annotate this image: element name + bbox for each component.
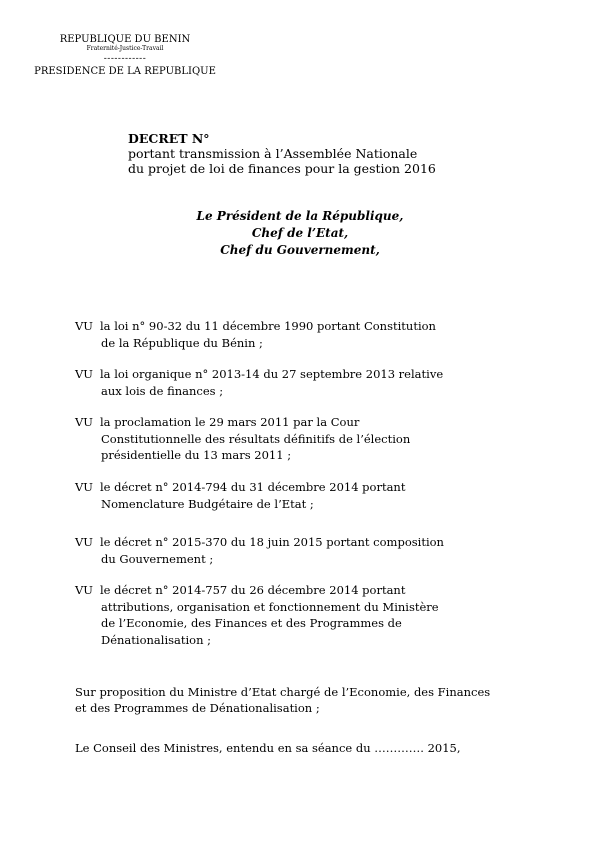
visa-line: Constitutionnelle des résultats définitifs de l’élection — [101, 431, 411, 446]
visa-line: la loi organique n° 2013-14 du 27 septembre 2013 relative — [100, 367, 444, 381]
visa-label: VU — [75, 415, 93, 429]
visa-line: présidentielle du 13 mars 2011 ; — [101, 448, 292, 462]
visa-label: VU — [75, 535, 93, 549]
visa-6 — [75, 582, 475, 649]
visa-2 — [75, 366, 475, 400]
visa-label: VU — [75, 480, 93, 494]
proposition-line-1: Sur proposition du Ministre d’Etat chargé de l’Economie, des Finances — [75, 685, 491, 699]
header-motto: Fraternité-Justice-Travail — [86, 45, 164, 52]
president-line-2: Chef de l’Etat, — [251, 226, 349, 240]
visa-label: VU — [75, 583, 93, 597]
visa-5 — [75, 534, 475, 568]
visa-line: le décret n° 2014-757 du 26 décembre 2014 portant — [100, 583, 406, 597]
title-line-2: du projet de loi de finances pour la gestion 2016 — [128, 161, 436, 176]
president-line-3: Chef du Gouvernement, — [220, 243, 380, 257]
title-line-1: portant transmission à l’Assemblée Nationale — [128, 146, 418, 161]
visa-3 — [75, 414, 475, 464]
visa-line: de l’Economie, des Finances et des Programmes de — [101, 616, 402, 630]
visa-label: VU — [75, 367, 93, 381]
visa-line: du Gouvernement ; — [101, 551, 214, 566]
visa-line: Dénationalisation ; — [101, 632, 212, 647]
visa-4 — [75, 479, 475, 513]
conseil-line: Le Conseil des Ministres, entendu en sa séance du …………. 2015, — [75, 741, 461, 755]
header-presidence: PRESIDENCE DE LA REPUBLIQUE — [34, 66, 216, 77]
visa-line: la loi n° 90-32 du 11 décembre 1990 portant Constitution — [100, 319, 436, 333]
visa-1 — [75, 318, 475, 352]
visa-line: Nomenclature Budgétaire de l’Etat ; — [101, 496, 314, 511]
header-separator: ------------ — [103, 54, 147, 64]
visa-line: le décret n° 2014-794 du 31 décembre 2014 portant — [100, 480, 406, 494]
visa-line: aux lois de finances ; — [101, 383, 224, 398]
decret-number: DECRET N° — [128, 131, 210, 146]
president-line-1: Le Président de la République, — [196, 209, 404, 223]
visa-line: le décret n° 2015-370 du 18 juin 2015 portant composition — [100, 535, 444, 549]
visa-line: de la République du Bénin ; — [101, 335, 263, 350]
proposition-line-2: et des Programmes de Dénationalisation ; — [75, 701, 320, 715]
header-republic: REPUBLIQUE DU BENIN — [59, 34, 191, 45]
visa-line: attributions, organisation et fonctionnement du Ministère — [101, 599, 439, 614]
visa-line: la proclamation le 29 mars 2011 par la Cour — [100, 415, 360, 429]
visa-label: VU — [75, 319, 93, 333]
